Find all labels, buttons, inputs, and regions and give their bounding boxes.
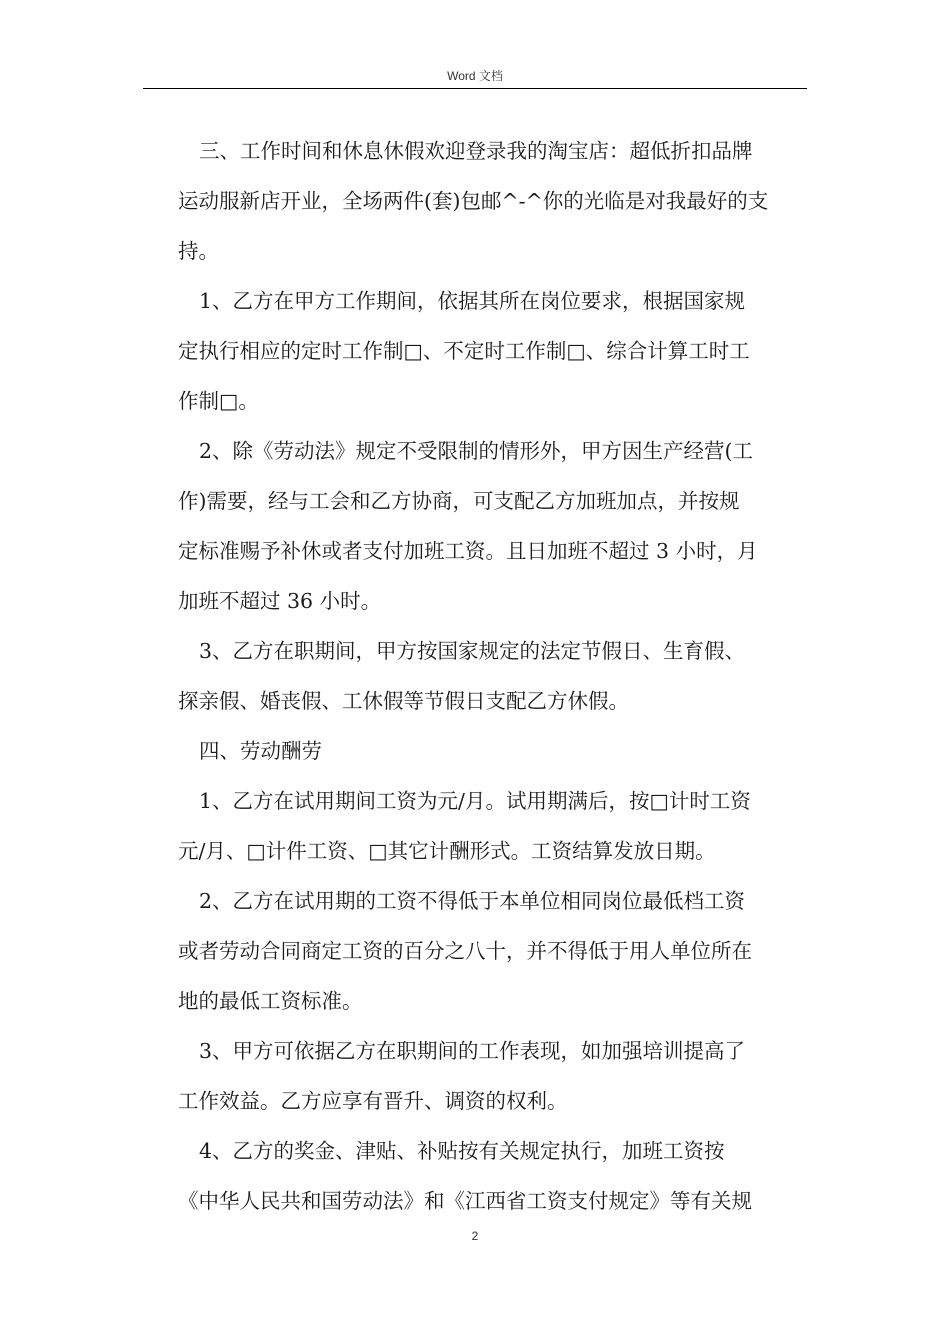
text-line: 或者劳动合同商定工资的百分之八十，并不得低于用人单位所在 [178,939,752,963]
text-line: 持。 [178,239,219,263]
text-line: 定执行相应的定时工作制□、不定时工作制□、综合计算工时工 [178,339,750,363]
text-line: 2、乙方在试用期的工资不得低于本单位相同岗位最低档工资 [199,889,746,913]
text-line: 探亲假、婚丧假、工休假等节假日支配乙方休假。 [178,689,629,713]
text-line: 1、乙方在试用期间工资为元/月。试用期满后，按□计时工资 [199,789,751,813]
paragraph-work-hours-3 [178,626,806,726]
text-line: 3、乙方在职期间，甲方按国家规定的法定节假日、生育假、 [199,639,746,663]
paragraph-work-hours-heading [178,126,806,276]
text-line: 加班不超过 36 小时。 [178,589,382,613]
text-line: 作)需要，经与工会和乙方协商，可支配乙方加班加点，并按规 [178,489,740,513]
text-line: 1、乙方在甲方工作期间，依据其所在岗位要求，根据国家规 [199,289,746,313]
paragraph-remuneration-1 [178,776,806,876]
text-line: 运动服新店开业，全场两件(套)包邮^-^你的光临是对我最好的支 [178,189,769,213]
paragraph-remuneration-3 [178,1026,806,1126]
text-line: 元/月、□计件工资、□其它计酬形式。工资结算发放日期。 [178,839,716,863]
paragraph-remuneration-heading [178,726,806,776]
paragraph-work-hours-1 [178,276,806,426]
text-line: 定标准赐予补休或者支付加班工资。且日加班不超过 3 小时，月 [178,539,758,563]
page-header: Word 文档 [447,69,503,83]
text-line: 地的最低工资标准。 [178,989,363,1013]
paragraph-remuneration-4 [178,1126,806,1226]
text-line: 《中华人民共和国劳动法》和《江西省工资支付规定》等有关规 [178,1189,752,1213]
paragraph-remuneration-2 [178,876,806,1026]
text-line: 4、乙方的奖金、津贴、补贴按有关规定执行，加班工资按 [199,1139,725,1163]
text-line: 3、甲方可依据乙方在职期间的工作表现，如加强培训提高了 [199,1039,746,1063]
text-line: 2、除《劳动法》规定不受限制的情形外，甲方因生产经营(工 [199,439,754,463]
page-number: 2 [471,1229,479,1243]
text-line: 作制□。 [178,389,259,413]
document-body [178,126,806,1226]
text-line: 四、劳动酬劳 [199,739,322,763]
header-divider [143,88,807,89]
text-line: 三、工作时间和休息休假欢迎登录我的淘宝店：超低折扣品牌 [199,139,753,163]
text-line: 工作效益。乙方应享有晋升、调资的权利。 [178,1089,568,1113]
paragraph-work-hours-2 [178,426,806,626]
